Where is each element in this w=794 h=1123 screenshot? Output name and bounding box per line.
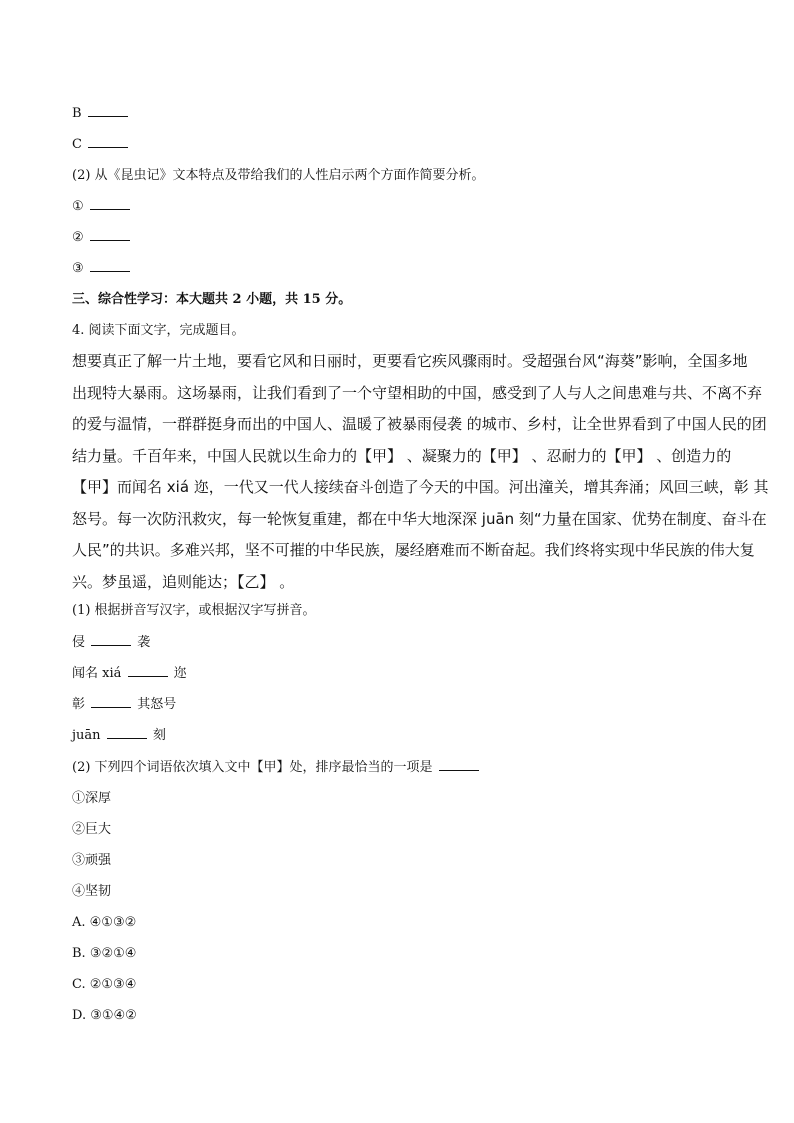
q4-sub1-prompt: (1) 根据拼音写汉字，或根据汉字写拼音。 (72, 603, 316, 618)
answer-line-3 (72, 259, 132, 279)
option-a[interactable]: A. ④①③② (72, 915, 137, 930)
fill-blank-4[interactable] (107, 726, 147, 739)
answer-label-c: C (72, 137, 82, 152)
fill-item-before: juān (72, 728, 101, 743)
q4-sub2-text: (2) 下列四个词语依次填入文中【甲】处，排序最恰当的一项是 (72, 760, 433, 775)
passage-line: 人民”的共识。多难兴邦，坚不可摧的中华民族，屡经磨难而不断奋起。我们终将实现中华民族的伟大复 (72, 541, 755, 559)
question-4-stem: 4. 阅读下面文字，完成题目。 (72, 323, 245, 338)
fill-item-after: 袭 (137, 635, 151, 650)
word-item-1: ①深厚 (72, 791, 112, 806)
option-c[interactable]: C. ②①③④ (72, 977, 137, 992)
fill-item-before: 侵 (72, 635, 86, 650)
answer-label-3: ③ (72, 261, 84, 276)
fill-item-2 (72, 664, 187, 684)
passage-line: 【甲】而闻名 xiá 迩，一代又一代人接续奋斗创造了今天的中国。河出潼关，增其奔涌；风回三峡，彰 其 (72, 478, 769, 496)
fill-item-after: 其怒号 (137, 697, 177, 712)
word-item-4: ④坚韧 (72, 884, 112, 899)
answer-label-1: ① (72, 199, 84, 214)
fill-item-after: 刻 (152, 728, 166, 743)
fill-item-before: 闻名 xiá (72, 666, 122, 681)
answer-blank-3[interactable] (90, 259, 130, 272)
fill-item-before: 彰 (72, 697, 86, 712)
answer-line-b (72, 104, 130, 124)
fill-item-1 (72, 633, 150, 653)
answer-line-c (72, 135, 130, 155)
reading-passage (72, 346, 769, 598)
fill-blank-1[interactable] (91, 633, 131, 646)
passage-line: 怒号。每一次防汛救灾，每一轮恢复重建，都在中华大地深深 juān 刻“力量在国家、优势在制度、奋斗在 (72, 509, 767, 528)
answer-blank-b[interactable] (88, 104, 128, 117)
answer-label-b: B (72, 106, 82, 121)
choice-answer-blank[interactable] (439, 758, 479, 771)
answer-blank-2[interactable] (90, 228, 130, 241)
answer-label-2: ② (72, 230, 84, 245)
answer-blank-c[interactable] (88, 135, 128, 148)
passage-line: 兴。梦虽遥，追则能达；【乙】 。 (72, 572, 295, 591)
passage-line: 想要真正了解一片土地，要看它风和日丽时，更要看它疾风骤雨时。受超强台风“海葵”影响，全国多地 (72, 352, 748, 370)
option-d[interactable]: D. ③①④② (72, 1008, 137, 1023)
passage-line: 出现特大暴雨。这场暴雨，让我们看到了一个守望相助的中国，感受到了人与人之间患难与共、不离不弃 (72, 383, 763, 402)
option-b[interactable]: B. ③②①④ (72, 946, 137, 961)
q1-sub2-prompt: (2) 从《昆虫记》文本特点及带给我们的人性启示两个方面作简要分析。 (72, 168, 485, 183)
word-item-3: ③顽强 (72, 853, 112, 868)
word-item-2: ②巨大 (72, 822, 112, 837)
fill-item-3 (72, 695, 176, 715)
section-heading: 三、综合性学习：本大题共 2 小题，共 15 分。 (72, 292, 352, 307)
fill-blank-3[interactable] (91, 695, 131, 708)
fill-item-after: 迩 (173, 666, 187, 681)
answer-line-2 (72, 228, 132, 248)
passage-line: 的爱与温情，一群群挺身而出的中国人、温暖了被暴雨侵袭 的城市、乡村，让全世界看到了中国人民的团 (72, 415, 767, 433)
answer-blank-1[interactable] (90, 197, 130, 210)
q4-sub2-prompt (72, 758, 481, 778)
answer-line-1 (72, 197, 132, 217)
fill-item-4 (72, 726, 166, 746)
passage-line: 结力量。千百年来，中国人民就以生命力的【甲】 、凝聚力的【甲】 、忍耐力的【甲】 、创造力的 (72, 446, 732, 465)
fill-blank-2[interactable] (128, 664, 168, 677)
